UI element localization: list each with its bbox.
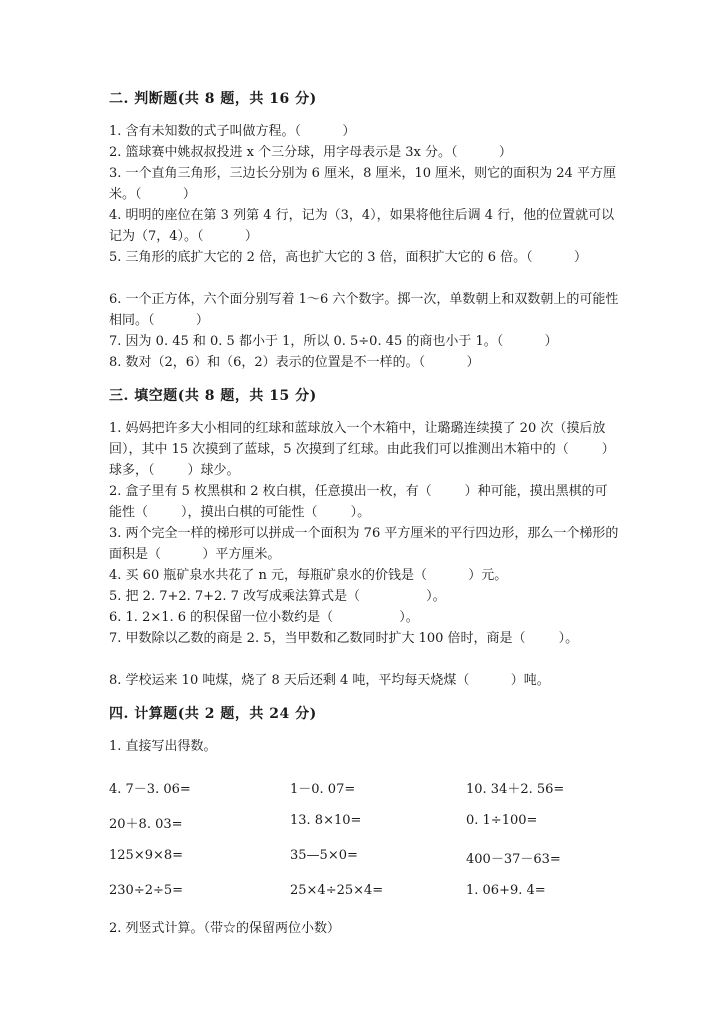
- calc-question-2-label: 2. 列竖式计算。（带☆的保留两位小数）: [109, 921, 341, 936]
- calc-item: 35—5×0=: [290, 848, 358, 863]
- section-3-title: 三. 填空题(共 8 题，共 15 分): [109, 388, 317, 404]
- calc-question-1-label: 1. 直接写出得数。: [109, 739, 217, 754]
- judge-question-7: 7. 因为 0. 45 和 0. 5 都小于 1，所以 0. 5÷0. 45 的商也小于 1。（ ）: [109, 334, 558, 349]
- judge-question-1: 1. 含有未知数的式子叫做方程。（ ）: [109, 124, 356, 139]
- calc-item: 25×4÷25×4=: [290, 883, 384, 898]
- fill-question-3: 3. 两个完全一样的梯形可以拼成一个面积为 76 平方厘米的平行四边形，那么一个梯形的面积是（ ）平方厘米。: [109, 526, 619, 562]
- judge-question-5: 5. 三角形的底扩大它的 2 倍，高也扩大它的 3 倍，面积扩大它的 6 倍。（ ）: [109, 250, 587, 265]
- fill-question-6: 6. 1. 2×1. 6 的积保留一位小数约是（ ）。: [109, 610, 419, 625]
- calc-item: 400－37－63=: [466, 852, 561, 867]
- fill-question-4: 4. 买 60 瓶矿泉水共花了 n 元，每瓶矿泉水的价钱是（ ）元。: [109, 568, 508, 583]
- calc-item: 20＋8. 03=: [109, 817, 183, 832]
- judge-question-2: 2. 篮球赛中姚叔叔投进 x 个三分球，用字母表示是 3x 分。（ ）: [109, 145, 512, 160]
- fill-question-1: 1. 妈妈把许多大小相同的红球和蓝球放入一个木箱中，让璐璐连续摸了 20 次（摸后放回），其中 15 次摸到了蓝球，5 次摸到了红球。由此我们可以推测出木箱中的（ ）球多，（ ）球少。: [109, 421, 615, 478]
- judge-question-8: 8. 数对（2，6）和（6，2）表示的位置是不一样的。（ ）: [109, 355, 480, 370]
- calc-item: 0. 1÷100=: [466, 813, 538, 828]
- calc-item: 1－0. 07=: [290, 782, 356, 797]
- judge-question-3: 3. 一个直角三角形，三边长分别为 6 厘米，8 厘米，10 厘米，则它的面积为 24 平方厘米。（ ）: [109, 166, 616, 202]
- section-2-title: 二. 判断题(共 8 题，共 16 分): [109, 91, 317, 107]
- fill-question-7: 7. 甲数除以乙数的商是 2. 5，当甲数和乙数同时扩大 100 倍时，商是（ ）。: [109, 631, 579, 646]
- section-4-title: 四. 计算题(共 2 题，共 24 分): [109, 706, 317, 722]
- fill-question-5: 5. 把 2. 7+2. 7+2. 7 改写成乘法算式是（ ）。: [109, 589, 446, 604]
- calc-item: 125×9×8=: [109, 848, 184, 863]
- fill-question-8: 8. 学校运来 10 吨煤，烧了 8 天后还剩 4 吨，平均每天烧煤（ ）吨。: [109, 673, 550, 688]
- calc-item: 230÷2÷5=: [109, 883, 184, 898]
- judge-question-4: 4. 明明的座位在第 3 列第 4 行，记为（3，4），如果将他往后调 4 行，他的位置就可以记为（7，4）。（ ）: [109, 208, 615, 244]
- judge-question-6: 6. 一个正方体，六个面分别写着 1～6 六个数字。掷一次，单数朝上和双数朝上的可能性相同。（ ）: [109, 292, 619, 328]
- calc-item: 4. 7－3. 06=: [109, 782, 191, 797]
- calc-item: 10. 34＋2. 56=: [466, 782, 565, 797]
- calc-item: 13. 8×10=: [290, 813, 362, 828]
- fill-question-2: 2. 盒子里有 5 枚黑棋和 2 枚白棋，任意摸出一枚，有（ ）种可能，摸出黑棋的可能性（ ），摸出白棋的可能性（ ）。: [109, 484, 608, 520]
- calc-item: 1. 06+9. 4=: [466, 883, 546, 898]
